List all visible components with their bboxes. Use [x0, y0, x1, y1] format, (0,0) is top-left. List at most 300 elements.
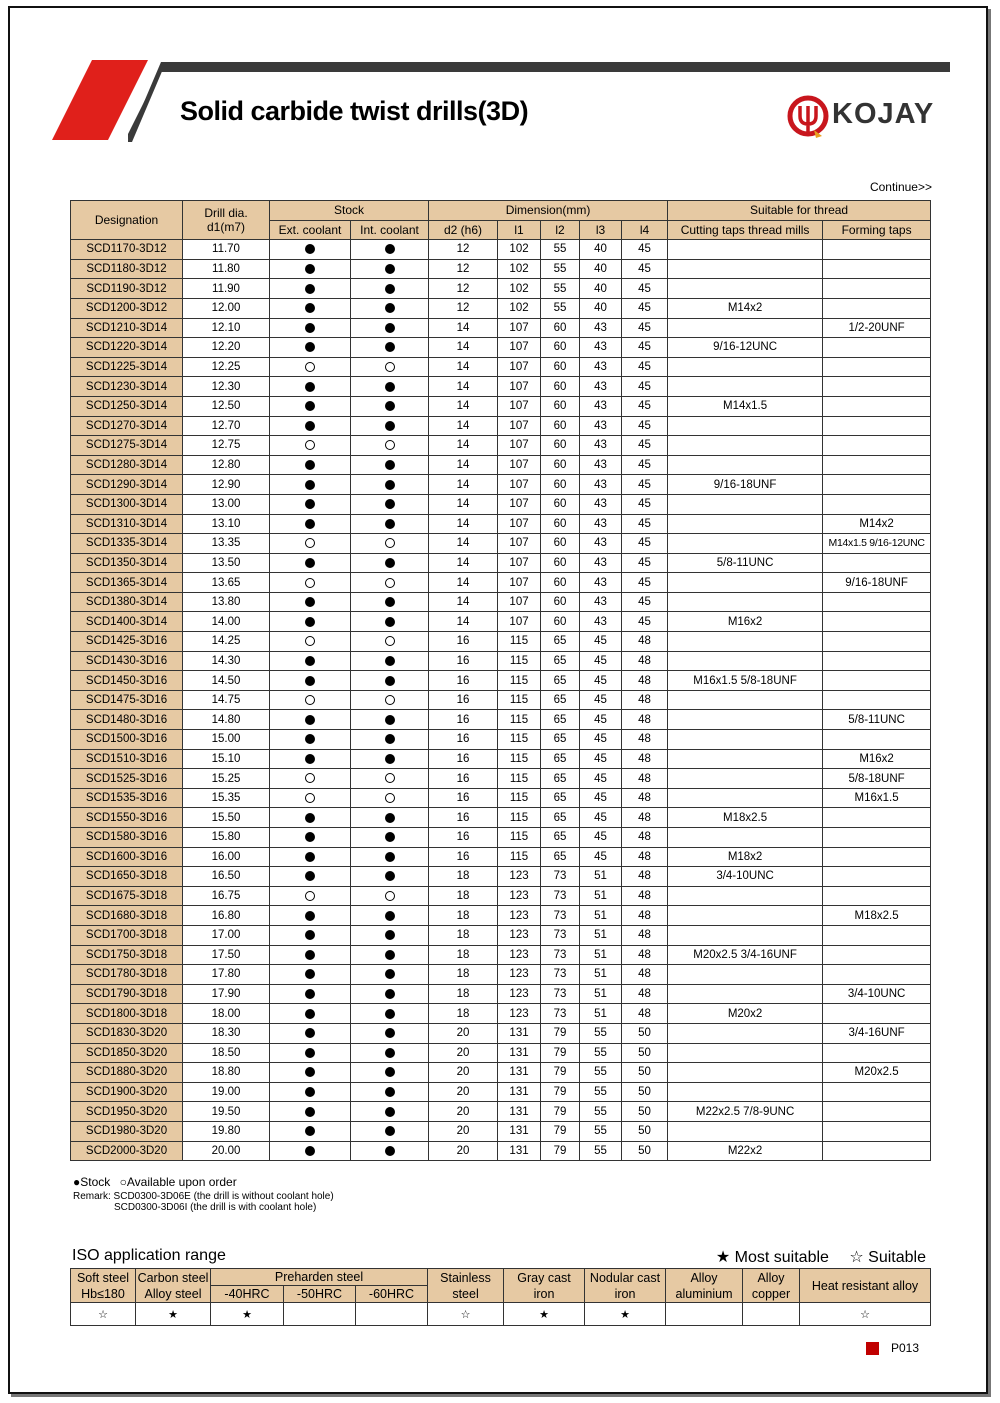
table-row [71, 357, 931, 377]
l1-cell [498, 534, 541, 554]
l1-cell [498, 710, 541, 730]
ext-coolant-cell [270, 710, 351, 730]
cell-text: 48 [638, 1007, 651, 1020]
cell-text: 48 [638, 772, 651, 785]
cell-text: 60 [553, 321, 567, 334]
iso-rating: ☆ [800, 1303, 931, 1326]
int-coolant-cell [351, 338, 429, 358]
cell-text: SCD1280-3D14 [85, 459, 168, 472]
stainless-label: Stainless [440, 1270, 491, 1285]
cell-text: SCD1430-3D16 [85, 654, 168, 667]
cell-text: 16 [456, 674, 470, 687]
l4-cell [622, 651, 668, 671]
cell-text: 123 [509, 1007, 529, 1020]
cell-text: 45 [638, 400, 651, 413]
l1-cell [498, 925, 541, 945]
forming-taps-cell [823, 573, 931, 593]
l1-cell [498, 730, 541, 750]
carbon-steel-sub: Alloy steel [144, 1286, 202, 1301]
cutting-taps-cell [668, 1023, 823, 1043]
in-stock-dot-icon [385, 734, 395, 744]
ext-coolant-cell [270, 1043, 351, 1063]
on-order-circle-icon [385, 793, 395, 803]
iso-rating: ★ [136, 1303, 211, 1326]
d2-cell [429, 788, 498, 808]
cell-text: 65 [553, 635, 567, 648]
on-order-circle-icon [305, 538, 315, 548]
cell-text: SCD1680-3D18 [85, 909, 168, 922]
cutting-taps-cell [668, 886, 823, 906]
designation-cell [71, 1043, 183, 1063]
cell-text: 123 [509, 890, 529, 903]
in-stock-dot-icon [305, 832, 315, 842]
ext-coolant-cell [270, 945, 351, 965]
l3-cell [580, 1043, 622, 1063]
int-coolant-cell [351, 671, 429, 691]
table-row [71, 377, 931, 397]
int-coolant-cell [351, 965, 429, 985]
table-row [71, 436, 931, 456]
cell-text: 14 [456, 576, 470, 589]
cell-text: 15.80 [211, 831, 241, 844]
cell-text: M18x2 [727, 850, 763, 863]
d2-cell [429, 906, 498, 926]
ext-coolant-cell [270, 632, 351, 652]
cell-text: 45 [638, 576, 651, 589]
in-stock-dot-icon [385, 813, 395, 823]
l2-cell [541, 671, 580, 691]
forming-taps-cell [823, 730, 931, 750]
forming-taps-cell [823, 651, 931, 671]
header-stock: Stock [270, 201, 429, 221]
page-number-label: P013 [891, 1341, 920, 1355]
cell-text: 43 [594, 341, 607, 354]
in-stock-dot-icon [305, 813, 315, 823]
drill-dia-cell [183, 906, 270, 926]
cell-text: 48 [638, 909, 651, 922]
cell-text: 50 [638, 1066, 651, 1079]
table-row [71, 1023, 931, 1043]
cell-text: 123 [509, 929, 529, 942]
drill-table [70, 200, 931, 1161]
l1-cell [498, 475, 541, 495]
drill-dia-cell [183, 1023, 270, 1043]
cell-text: 45 [638, 517, 651, 530]
d2-cell [429, 338, 498, 358]
designation-cell [71, 710, 183, 730]
cell-text: 18.00 [211, 1007, 241, 1020]
cell-text: 79 [553, 1144, 567, 1157]
ext-coolant-cell [270, 788, 351, 808]
gray-cast-label: Gray cast [517, 1270, 571, 1285]
cell-text: 60 [553, 380, 567, 393]
cell-text: SCD1180-3D12 [86, 263, 167, 276]
l4-cell [622, 279, 668, 299]
cell-text: 45 [638, 321, 651, 334]
designation-cell [71, 651, 183, 671]
cell-text: M16x2 [859, 752, 894, 765]
cell-text: 60 [553, 361, 567, 374]
cell-text: SCD1790-3D18 [85, 988, 168, 1001]
cell-text: 15.50 [211, 811, 241, 824]
in-stock-dot-icon [385, 617, 395, 627]
cell-text: 73 [553, 968, 567, 981]
cell-text: 14 [456, 537, 470, 550]
d2-cell [429, 808, 498, 828]
iso-stainless [428, 1269, 504, 1303]
cell-text: 12 [456, 302, 470, 315]
cell-text: 9/16-18UNF [713, 478, 777, 491]
cutting-taps-cell [668, 632, 823, 652]
int-coolant-cell [351, 788, 429, 808]
cell-text: 16 [456, 733, 470, 746]
cell-text: 45 [594, 674, 607, 687]
d2-cell [429, 886, 498, 906]
l2-cell [541, 886, 580, 906]
forming-taps-cell [823, 788, 931, 808]
forming-taps-cell [823, 1023, 931, 1043]
cell-text: 45 [638, 282, 651, 295]
l4-cell [622, 416, 668, 436]
l4-cell [622, 1121, 668, 1141]
table-row [71, 671, 931, 691]
ext-coolant-cell [270, 769, 351, 789]
cell-text: SCD1310-3D14 [85, 517, 168, 530]
cell-text: 16 [456, 811, 470, 824]
l3-cell [580, 1023, 622, 1043]
in-stock-dot-icon [385, 499, 395, 509]
drill-dia-cell [183, 1102, 270, 1122]
cell-text: 60 [553, 400, 567, 413]
in-stock-dot-icon [385, 597, 395, 607]
cell-text: 20 [456, 1086, 470, 1099]
ext-coolant-cell [270, 965, 351, 985]
d2-cell [429, 671, 498, 691]
table-row [71, 886, 931, 906]
int-coolant-cell [351, 240, 429, 260]
designation-cell [71, 592, 183, 612]
cell-text: 65 [553, 850, 567, 863]
cell-text: 18 [456, 890, 470, 903]
designation-cell [71, 416, 183, 436]
table-row [71, 318, 931, 338]
forming-taps-cell [823, 553, 931, 573]
cell-text: 13.10 [211, 517, 241, 530]
cell-text: 45 [638, 596, 651, 609]
l4-cell [622, 396, 668, 416]
l4-cell [622, 1063, 668, 1083]
in-stock-dot-icon [385, 323, 395, 333]
cell-text: SCD1980-3D20 [85, 1125, 168, 1138]
cell-text: 13.50 [211, 556, 241, 569]
cell-text: 3/4-16UNF [848, 1027, 905, 1040]
d2-cell [429, 1004, 498, 1024]
int-coolant-cell [351, 1102, 429, 1122]
l4-cell [622, 318, 668, 338]
ext-coolant-cell [270, 808, 351, 828]
cell-text: 107 [509, 615, 529, 628]
cell-text: 19.80 [211, 1125, 241, 1138]
in-stock-dot-icon [305, 1126, 315, 1136]
l4-cell [622, 690, 668, 710]
cell-text: 79 [553, 1105, 567, 1118]
table-row [71, 1043, 931, 1063]
cell-text: M16x1.5 [854, 792, 899, 805]
cell-text: 55 [553, 243, 567, 256]
cell-text: 13.65 [211, 576, 241, 589]
iso-nodular-cast [585, 1269, 666, 1303]
cell-text: 131 [509, 1125, 529, 1138]
designation-cell [71, 847, 183, 867]
cell-text: 131 [509, 1046, 529, 1059]
cell-text: SCD1525-3D16 [85, 772, 168, 785]
cell-text: 40 [594, 243, 607, 256]
cell-text: SCD1900-3D20 [85, 1086, 168, 1099]
drill-dia-cell [183, 279, 270, 299]
cell-text: 14 [456, 439, 470, 452]
designation-cell [71, 886, 183, 906]
l1-cell [498, 690, 541, 710]
cell-text: SCD1750-3D18 [85, 948, 168, 961]
in-stock-dot-icon [305, 401, 315, 411]
cell-text: 55 [553, 263, 567, 276]
cell-text: 43 [594, 596, 607, 609]
drill-dia-cell [183, 436, 270, 456]
in-stock-dot-icon [305, 323, 315, 333]
cell-text: 45 [638, 302, 651, 315]
l4-cell [622, 240, 668, 260]
int-coolant-cell [351, 612, 429, 632]
d2-cell [429, 534, 498, 554]
l4-cell [622, 1043, 668, 1063]
cell-text: 16.50 [211, 870, 241, 883]
l1-cell [498, 612, 541, 632]
int-coolant-cell [351, 730, 429, 750]
cell-text: SCD1400-3D14 [85, 615, 168, 628]
page-title: Solid carbide twist drills(3D) [180, 96, 529, 126]
l2-cell [541, 494, 580, 514]
designation-cell [71, 514, 183, 534]
l2-cell [541, 1121, 580, 1141]
ext-coolant-cell [270, 612, 351, 632]
alloy-cu-label: Alloy [757, 1270, 785, 1285]
cell-text: 14 [456, 615, 470, 628]
l3-cell [580, 1102, 622, 1122]
on-order-circle-icon [305, 695, 315, 705]
table-row [71, 651, 931, 671]
cell-text: 55 [594, 1046, 607, 1059]
cell-text: 43 [594, 537, 607, 550]
cell-text: 55 [594, 1086, 607, 1099]
header-designation: Designation [71, 201, 183, 240]
designation-cell [71, 690, 183, 710]
cell-text: 131 [509, 1066, 529, 1079]
cell-text: SCD1380-3D14 [85, 596, 168, 609]
cell-text: 12.50 [211, 400, 241, 413]
l1-cell [498, 769, 541, 789]
l2-cell [541, 318, 580, 338]
l3-cell [580, 514, 622, 534]
l3-cell [580, 396, 622, 416]
d2-cell [429, 632, 498, 652]
int-coolant-cell [351, 769, 429, 789]
forming-taps-cell [823, 318, 931, 338]
cell-text: 79 [553, 1046, 567, 1059]
in-stock-dot-icon [305, 480, 315, 490]
l3-cell [580, 769, 622, 789]
cell-text: SCD1800-3D18 [85, 1007, 168, 1020]
l1-cell [498, 788, 541, 808]
in-stock-dot-icon [385, 1087, 395, 1097]
table-row [71, 259, 931, 279]
l3-cell [580, 945, 622, 965]
cutting-taps-cell [668, 651, 823, 671]
in-stock-dot-icon [305, 244, 315, 254]
drill-dia-cell [183, 553, 270, 573]
cutting-taps-cell [668, 534, 823, 554]
cell-text: 123 [509, 870, 529, 883]
l3-cell [580, 867, 622, 887]
in-stock-dot-icon [385, 1126, 395, 1136]
l1-cell [498, 1023, 541, 1043]
header-l2: l2 [541, 220, 580, 240]
l1-cell [498, 318, 541, 338]
l3-cell [580, 730, 622, 750]
forming-taps-cell [823, 925, 931, 945]
cell-text: 60 [553, 459, 567, 472]
in-stock-dot-icon [305, 597, 315, 607]
d2-cell [429, 612, 498, 632]
cutting-taps-cell [668, 710, 823, 730]
ext-coolant-cell [270, 828, 351, 848]
in-stock-dot-icon [385, 1146, 395, 1156]
cell-text: SCD1475-3D16 [85, 694, 168, 707]
cell-text: 14 [456, 380, 470, 393]
cell-text: 55 [553, 282, 567, 295]
cell-text: 65 [553, 792, 567, 805]
cell-text: 45 [638, 419, 651, 432]
int-coolant-cell [351, 828, 429, 848]
cutting-taps-cell [668, 945, 823, 965]
l4-cell [622, 1102, 668, 1122]
cell-text: 60 [553, 419, 567, 432]
drill-dia-cell [183, 357, 270, 377]
forming-taps-cell [823, 259, 931, 279]
cell-text: 12.90 [211, 478, 241, 491]
cell-text: 45 [638, 341, 651, 354]
l1-cell [498, 945, 541, 965]
cell-text: 60 [553, 498, 567, 511]
header-forming-taps: Forming taps [823, 220, 931, 240]
l3-cell [580, 1121, 622, 1141]
cell-text: 60 [553, 537, 567, 550]
designation-cell [71, 769, 183, 789]
cell-text: SCD1510-3D16 [85, 752, 168, 765]
ext-coolant-cell [270, 690, 351, 710]
l3-cell [580, 788, 622, 808]
cell-text: SCD1290-3D14 [85, 478, 168, 491]
cell-text: 48 [638, 870, 651, 883]
int-coolant-cell [351, 984, 429, 1004]
cell-text: 45 [594, 733, 607, 746]
l4-cell [622, 886, 668, 906]
on-order-circle-icon [385, 695, 395, 705]
l3-cell [580, 671, 622, 691]
drill-dia-sub: d1(m7) [206, 220, 245, 235]
cell-text: SCD1220-3D14 [85, 341, 168, 354]
cell-text: M14x2 [727, 302, 763, 315]
cell-text: 115 [509, 654, 529, 667]
cell-text: SCD1190-3D12 [86, 282, 167, 295]
continue-link[interactable]: Continue>> [869, 180, 932, 194]
cell-text: 48 [638, 890, 651, 903]
cell-text: 14 [456, 459, 470, 472]
drill-dia-cell [183, 847, 270, 867]
l4-cell [622, 298, 668, 318]
cell-text: 16 [456, 635, 470, 648]
iso-rating [284, 1303, 356, 1326]
l1-cell [498, 338, 541, 358]
cell-text: 50 [638, 1105, 651, 1118]
designation-cell [71, 1082, 183, 1102]
l3-cell [580, 553, 622, 573]
l2-cell [541, 416, 580, 436]
cell-text: SCD1700-3D18 [85, 929, 168, 942]
l1-cell [498, 240, 541, 260]
drill-dia-cell [183, 828, 270, 848]
cell-text: 73 [553, 909, 567, 922]
cell-text: 11.90 [212, 282, 240, 295]
cell-text: 17.00 [211, 929, 241, 942]
cutting-taps-cell [668, 318, 823, 338]
forming-taps-cell [823, 1043, 931, 1063]
header-l1: l1 [498, 220, 541, 240]
table-row [71, 945, 931, 965]
cell-text: 123 [509, 988, 529, 1001]
cell-text: SCD1200-3D12 [85, 302, 168, 315]
drill-dia-cell [183, 455, 270, 475]
in-stock-dot-icon [385, 930, 395, 940]
cell-text: 115 [509, 713, 529, 726]
on-order-circle-icon [305, 362, 315, 372]
cell-text: 18.30 [211, 1027, 241, 1040]
cell-text: 48 [638, 792, 651, 805]
remark-line-2: SCD0300-3D06I (the drill is with coolant hole) [114, 1202, 317, 1213]
drill-table-body [71, 240, 931, 1161]
in-stock-dot-icon [385, 342, 395, 352]
cell-text: 107 [509, 517, 529, 530]
l2-cell [541, 945, 580, 965]
forming-taps-cell [823, 534, 931, 554]
designation-cell [71, 632, 183, 652]
in-stock-dot-icon [305, 1067, 315, 1077]
cell-text: 15.00 [211, 733, 241, 746]
in-stock-dot-icon [385, 460, 395, 470]
cell-text: 19.00 [211, 1086, 241, 1099]
header-drill-dia [183, 201, 270, 240]
cell-text: 51 [594, 1007, 607, 1020]
cell-text: 43 [594, 400, 607, 413]
cell-text: 16 [456, 772, 470, 785]
on-order-circle-icon [305, 793, 315, 803]
cutting-taps-cell [668, 1063, 823, 1083]
cell-text: 60 [553, 478, 567, 491]
l2-cell [541, 338, 580, 358]
cell-text: 48 [638, 988, 651, 1001]
l3-cell [580, 1141, 622, 1161]
cutting-taps-cell [668, 769, 823, 789]
l3-cell [580, 279, 622, 299]
